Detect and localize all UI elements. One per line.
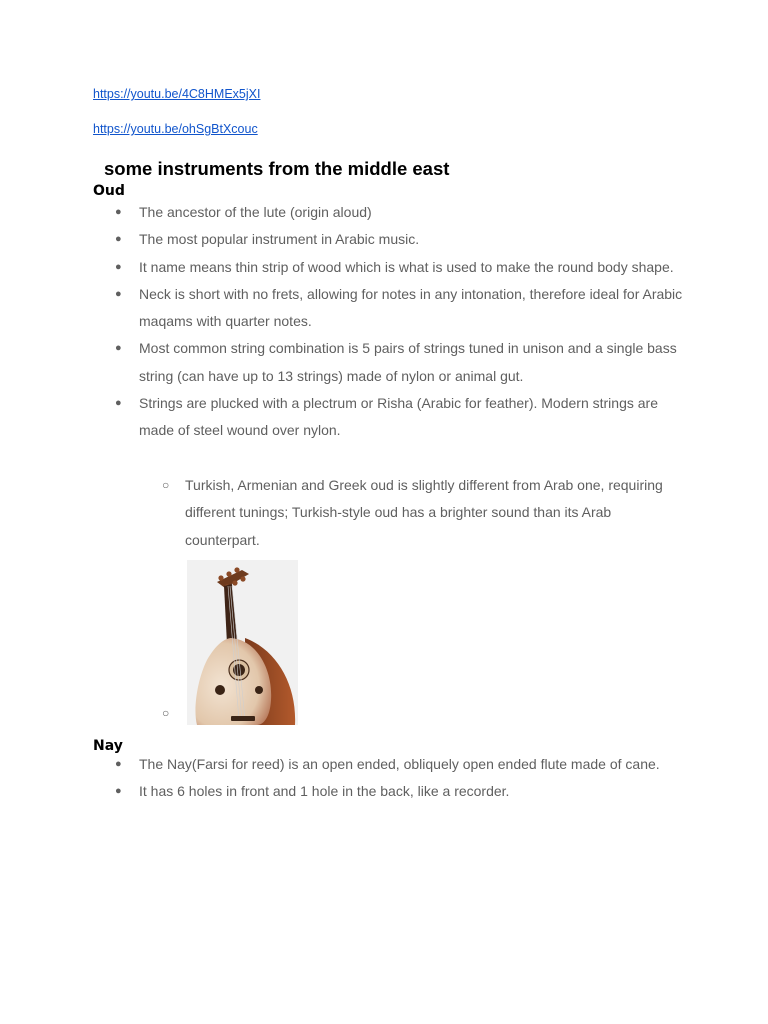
list-item-text: Strings are plucked with a plectrum or Risha (Arabic for feather). Modern strings are made of steel wound over nylon. [139, 395, 658, 439]
bullet-glyph: ● [115, 342, 122, 355]
list-item-text: It name means thin strip of wood which is what is used to make the round body shape. [139, 258, 674, 275]
oud-item-2 [93, 226, 683, 253]
bullet-glyph: ● [115, 287, 122, 300]
list-item-text: Most common string combination is 5 pairs of strings tuned in unison and a single bass string (can have up to 13 strings) made of nylon or animal gut. [139, 340, 677, 384]
oud-sub-item-1 [139, 472, 683, 554]
bullet-glyph: ● [115, 233, 122, 246]
youtube-link-2[interactable]: https://youtu.be/ohSgBtXcouc [93, 122, 258, 136]
nay-bullet-list [93, 751, 683, 806]
oud-item-5 [93, 335, 683, 390]
oud-item-1 [93, 199, 683, 226]
bullet-glyph: ● [115, 785, 122, 798]
list-item-text: Neck is short with no frets, allowing for notes in any intonation, therefore ideal for Arabic maqams with quarter notes. [139, 285, 683, 330]
oud-item-4 [93, 281, 683, 336]
youtube-link-1[interactable]: https://youtu.be/4C8HMEx5jXI [93, 87, 261, 101]
oud-sub-list-wrap [139, 472, 683, 554]
sub-bullet-glyph: ○ [162, 478, 170, 492]
nay-item-2 [93, 778, 683, 805]
oud-illustration [187, 560, 298, 725]
sub-bullet-glyph: ○ [162, 706, 170, 720]
oud-bullet-list [93, 199, 683, 445]
oud-image-item [93, 560, 393, 726]
oud-heading: Oud [93, 183, 125, 199]
list-item-text: The most popular instrument in Arabic music. [139, 231, 420, 248]
oud-image [187, 560, 298, 725]
bullet-glyph: ● [115, 397, 122, 410]
nay-heading: Nay [93, 738, 123, 754]
list-item-text: The Nay(Farsi for reed) is an open ended, obliquely open ended flute made of cane. [139, 756, 660, 772]
bullet-glyph: ● [115, 758, 122, 770]
bullet-glyph: ● [115, 206, 122, 218]
list-item-text: Turkish, Armenian and Greek oud is slightly different from Arab one, requiring different tunings; Turkish-style oud has a brighter sound than its Arab counterpart. [185, 477, 663, 548]
bullet-glyph: ● [115, 260, 122, 273]
oud-item-3 [93, 254, 683, 281]
document-title: some instruments from the middle east [104, 158, 450, 179]
oud-item-6 [93, 390, 683, 445]
oud-sub-list [139, 472, 683, 554]
nay-item-1 [93, 751, 683, 778]
list-item-text: It has 6 holes in front and 1 hole in the back, like a recorder. [139, 783, 510, 800]
list-item-text: The ancestor of the lute (origin aloud) [139, 204, 372, 220]
